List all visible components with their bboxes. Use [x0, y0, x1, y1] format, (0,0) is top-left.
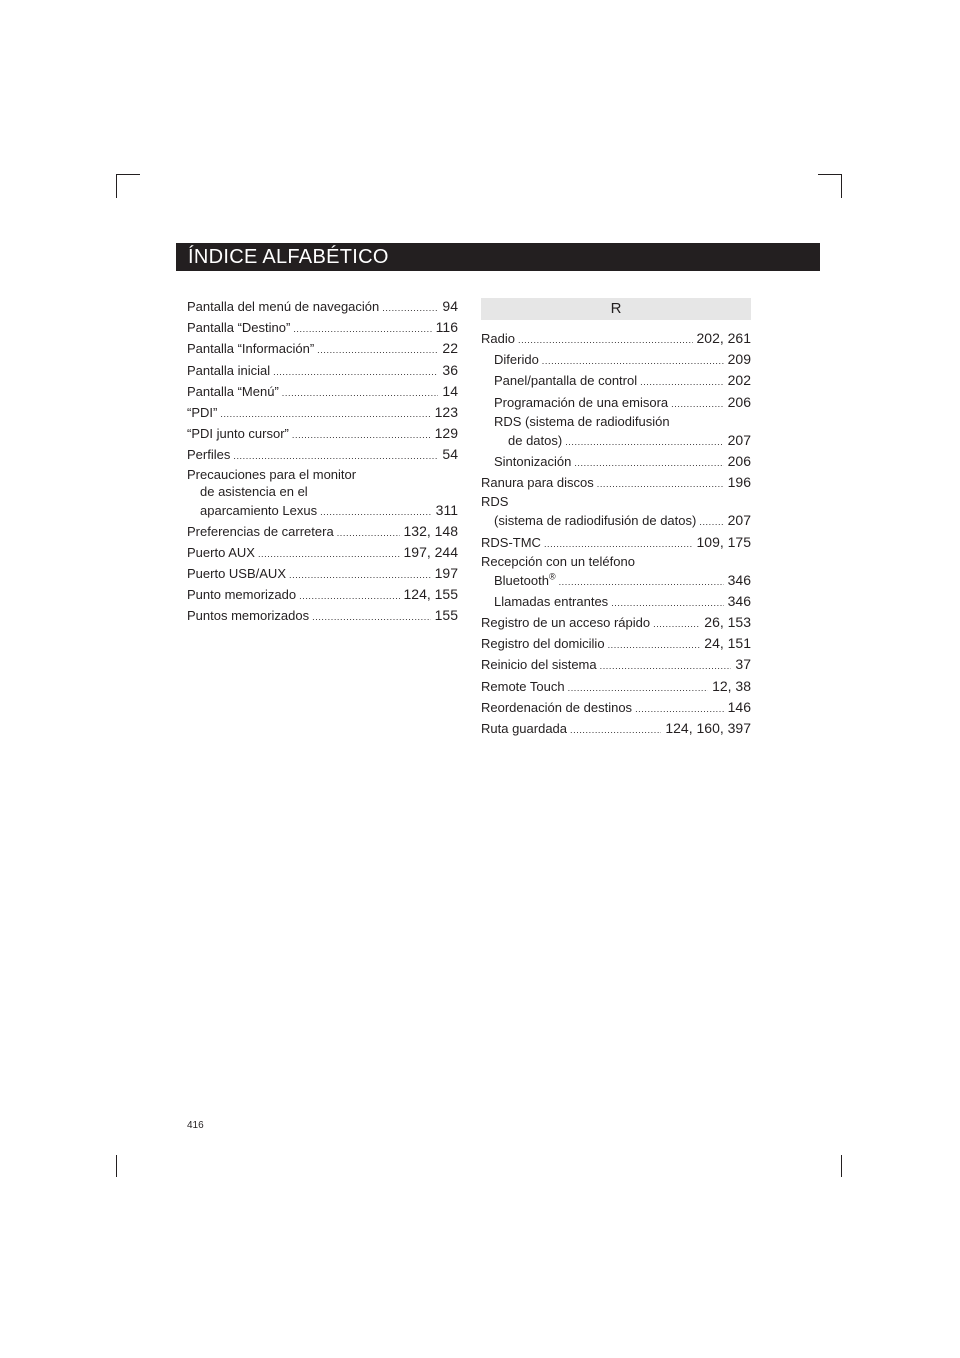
index-subentry-multiline[interactable]: RDS (sistema de radiodifusión de datos) ..... 207: [481, 413, 751, 451]
index-entry-radio[interactable]: Radio ..... 202, 261: [481, 328, 751, 349]
index-entry[interactable]: Ranura para discos ..... 196: [481, 472, 751, 493]
index-entry[interactable]: “PDI junto cursor” ..... 129: [187, 423, 458, 444]
index-entry-multiline[interactable]: RDS (sistema de radiodifusión de datos) ..... 207: [481, 493, 751, 531]
section-letter-header: R: [481, 298, 751, 320]
index-entry[interactable]: Pantalla inicial ..... 36: [187, 360, 458, 381]
index-subentry[interactable]: Diferido ..... 209: [481, 349, 751, 370]
index-entry-multiline[interactable]: Recepción con un teléfono Bluetooth® ..... 346: [481, 553, 751, 591]
crop-mark-bottom-right-v: [841, 1155, 842, 1177]
index-entry[interactable]: Perfiles ..... 54: [187, 444, 458, 465]
index-entry[interactable]: RDS-TMC ..... 109, 175: [481, 532, 751, 553]
index-entry[interactable]: Puerto USB/AUX ..... 197: [187, 563, 458, 584]
index-entry[interactable]: Registro de un acceso rápido ..... 26, 153: [481, 612, 751, 633]
index-column-left: [187, 296, 458, 627]
index-entry[interactable]: Pantalla del menú de navegación ..... 94: [187, 296, 458, 317]
index-entry[interactable]: Pantalla “Información” ..... 22: [187, 338, 458, 359]
index-subentry[interactable]: Sintonización ..... 206: [481, 451, 751, 472]
crop-mark-top-right-v: [841, 174, 842, 198]
header-bar: [176, 243, 820, 271]
index-entry[interactable]: Remote Touch ..... 12, 38: [481, 676, 751, 697]
registered-mark: ®: [548, 571, 556, 582]
index-entry[interactable]: Puerto AUX ..... 197, 244: [187, 542, 458, 563]
index-subentry[interactable]: Programación de una emisora ..... 206: [481, 392, 751, 413]
crop-mark-top-left-v: [116, 174, 117, 198]
index-column-right: [481, 298, 751, 739]
index-entry[interactable]: Registro del domicilio ..... 24, 151: [481, 633, 751, 654]
index-subentry[interactable]: Panel/pantalla de control ..... 202: [481, 370, 751, 391]
page-title: ÍNDICE ALFABÉTICO: [188, 246, 389, 268]
index-entry[interactable]: Ruta guardada ..... 124, 160, 397: [481, 718, 751, 739]
index-subentry[interactable]: Llamadas entrantes ..... 346: [481, 591, 751, 612]
index-entry[interactable]: Reordenación de destinos ..... 146: [481, 697, 751, 718]
index-entry[interactable]: Puntos memorizados ..... 155: [187, 605, 458, 626]
page-number: 416: [187, 1120, 204, 1131]
index-entry-multiline[interactable]: Precauciones para el monitor de asistencia en el aparcamiento Lexus ..... 311: [187, 466, 458, 521]
index-entry[interactable]: Punto memorizado ..... 124, 155: [187, 584, 458, 605]
crop-mark-top-left-h: [116, 174, 140, 175]
index-entry[interactable]: Reinicio del sistema ..... 37: [481, 654, 751, 675]
crop-mark-top-right-h: [818, 174, 842, 175]
index-entry[interactable]: Pantalla “Destino” ..... 116: [187, 317, 458, 338]
index-entry[interactable]: “PDI” ..... 123: [187, 402, 458, 423]
crop-mark-bottom-left-v: [116, 1155, 117, 1177]
index-entry[interactable]: Pantalla “Menú” ..... 14: [187, 381, 458, 402]
index-entry[interactable]: Preferencias de carretera ..... 132, 148: [187, 521, 458, 542]
